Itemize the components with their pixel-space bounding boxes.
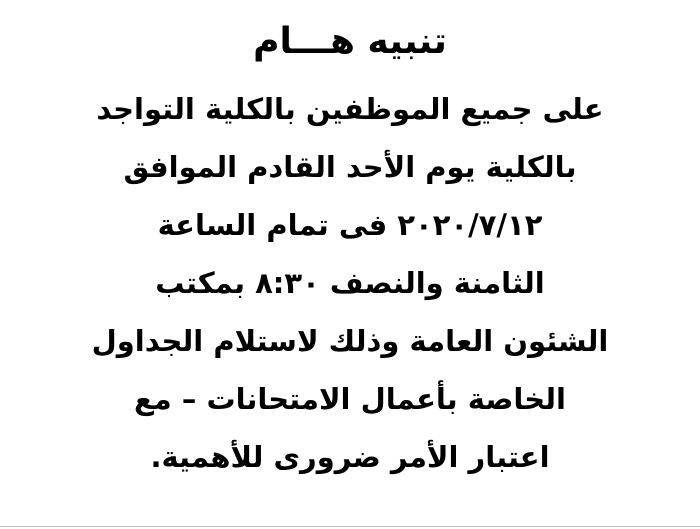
notice-line: الخاصة بأعمال الامتحانات – مع	[134, 382, 566, 416]
notice-line: الثامنة والنصف ٨:٣٠ بمكتب	[155, 266, 545, 300]
notice-title: تنبيه هـــام	[253, 21, 447, 62]
notice-line: على جميع الموظفين بالكلية التواجد	[96, 92, 604, 126]
page-bottom-divider	[0, 526, 700, 527]
notice-line: بالكلية يوم الأحد القادم الموافق	[123, 150, 577, 184]
notice-body	[0, 80, 700, 486]
notice-line: الشئون العامة وذلك لاستلام الجداول	[91, 324, 609, 358]
notice-line: اعتبار الأمر ضرورى للأهمية.	[150, 440, 550, 474]
notice-line: ٢٠٢٠/٧/١٢ فى تمام الساعة	[157, 208, 543, 242]
